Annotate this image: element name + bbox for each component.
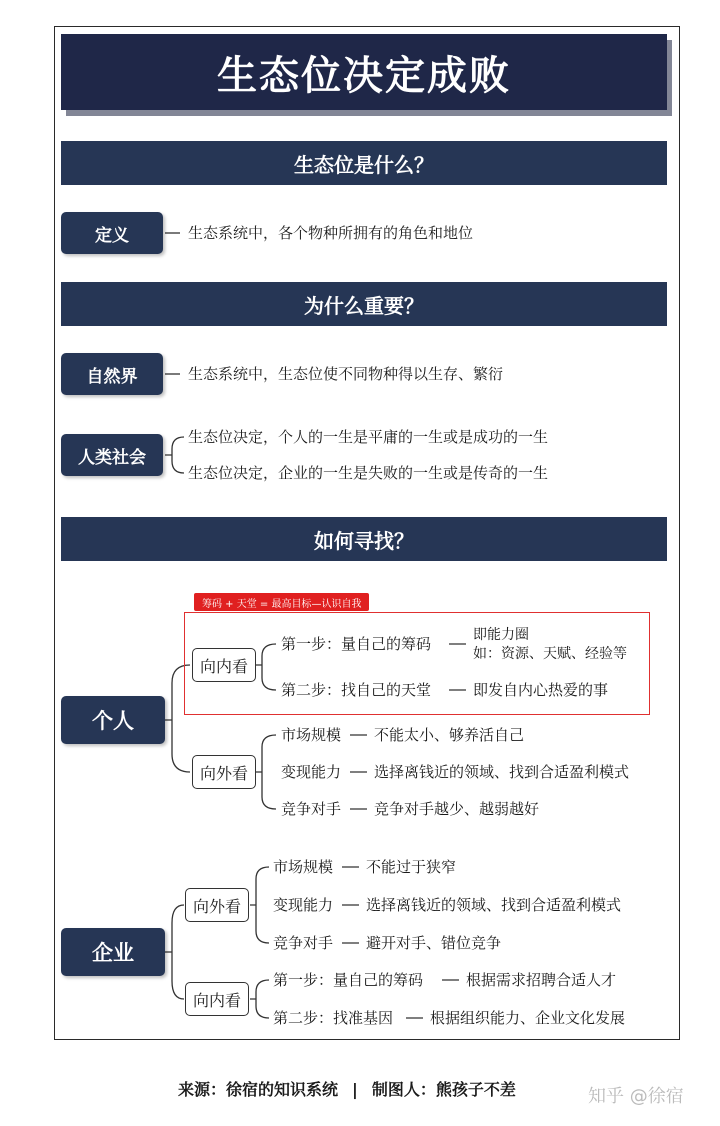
footer-author: 制图人：熊孩子不差 [371,1080,516,1099]
enterprise-in-value-1: 根据需求招聘合适人才 [466,971,617,989]
enterprise-inward-box: 向内看 [185,982,249,1016]
personal-step1-result-a: 即能力圈 [473,627,529,643]
enterprise-out-key-2: 变现能力 [273,896,334,914]
watermark: 知乎 @徐宿 [588,1086,684,1107]
society-line-1: 生态位决定，个人的一生是平庸的一生或是成功的一生 [188,428,549,446]
enterprise-in-value-2: 根据组织能力、企业文化发展 [430,1009,626,1027]
society-tag: 人类社会 [61,434,163,476]
nature-text: 生态系统中，生态位使不同物种得以生存、繁衍 [188,365,504,383]
connector-society [165,437,184,473]
personal-out-value-1: 不能太小、够养活自己 [374,726,525,744]
footer-source: 来源：徐宿的知识系统 [178,1080,339,1099]
enterprise-out-key-3: 竞争对手 [273,934,334,952]
enterprise-out-key-1: 市场规模 [273,858,334,876]
connector-enterprise-inward [250,980,269,1018]
section-what: 生态位是什么？ [61,141,667,185]
footer [178,1077,516,1100]
enterprise-tag: 企业 [61,928,165,976]
nature-tag: 自然界 [61,353,163,395]
enterprise-out-value-1: 不能过于狭窄 [366,858,457,876]
enterprise-in-key-2: 第二步：找准基因 [273,1009,394,1027]
personal-tag: 个人 [61,696,165,744]
personal-step1-result-b: 如：资源、天赋、经验等 [473,646,627,662]
enterprise-out-value-2: 选择离钱近的领域、找到合适盈利模式 [366,896,622,914]
personal-out-key-1: 市场规模 [281,726,342,744]
personal-outward-box: 向外看 [192,755,256,789]
personal-step1: 第一步：量自己的筹码 [281,635,432,653]
connector-enterprise [165,905,184,999]
personal-out-key-2: 变现能力 [281,763,342,781]
enterprise-out-value-3: 避开对手、错位竞争 [366,934,502,952]
definition-tag: 定义 [61,212,163,254]
definition-text: 生态系统中，各个物种所拥有的角色和地位 [188,224,474,242]
personal-inward-box: 向内看 [192,648,256,682]
enterprise-outward-box: 向外看 [185,888,249,922]
personal-step2-result: 即发自内心热爱的事 [473,681,609,699]
page-title: 生态位决定成败 [61,34,667,110]
society-line-2: 生态位决定，企业的一生是失败的一生或是传奇的一生 [188,464,549,482]
section-how: 如何寻找？ [61,517,667,561]
connector-personal-outward [256,735,276,809]
personal-goal-note: 筹码 + 天堂 = 最高目标—认识自我 [194,593,369,611]
personal-out-value-2: 选择离钱近的领域、找到合适盈利模式 [374,763,630,781]
section-why: 为什么重要？ [61,282,667,326]
personal-out-key-3: 竞争对手 [281,800,342,818]
enterprise-in-key-1: 第一步：量自己的筹码 [273,971,424,989]
footer-separator: | [352,1080,358,1099]
connector-enterprise-outward [250,867,269,943]
personal-out-value-3: 竞争对手越少、越弱越好 [374,800,540,818]
personal-step2: 第二步：找自己的天堂 [281,681,432,699]
